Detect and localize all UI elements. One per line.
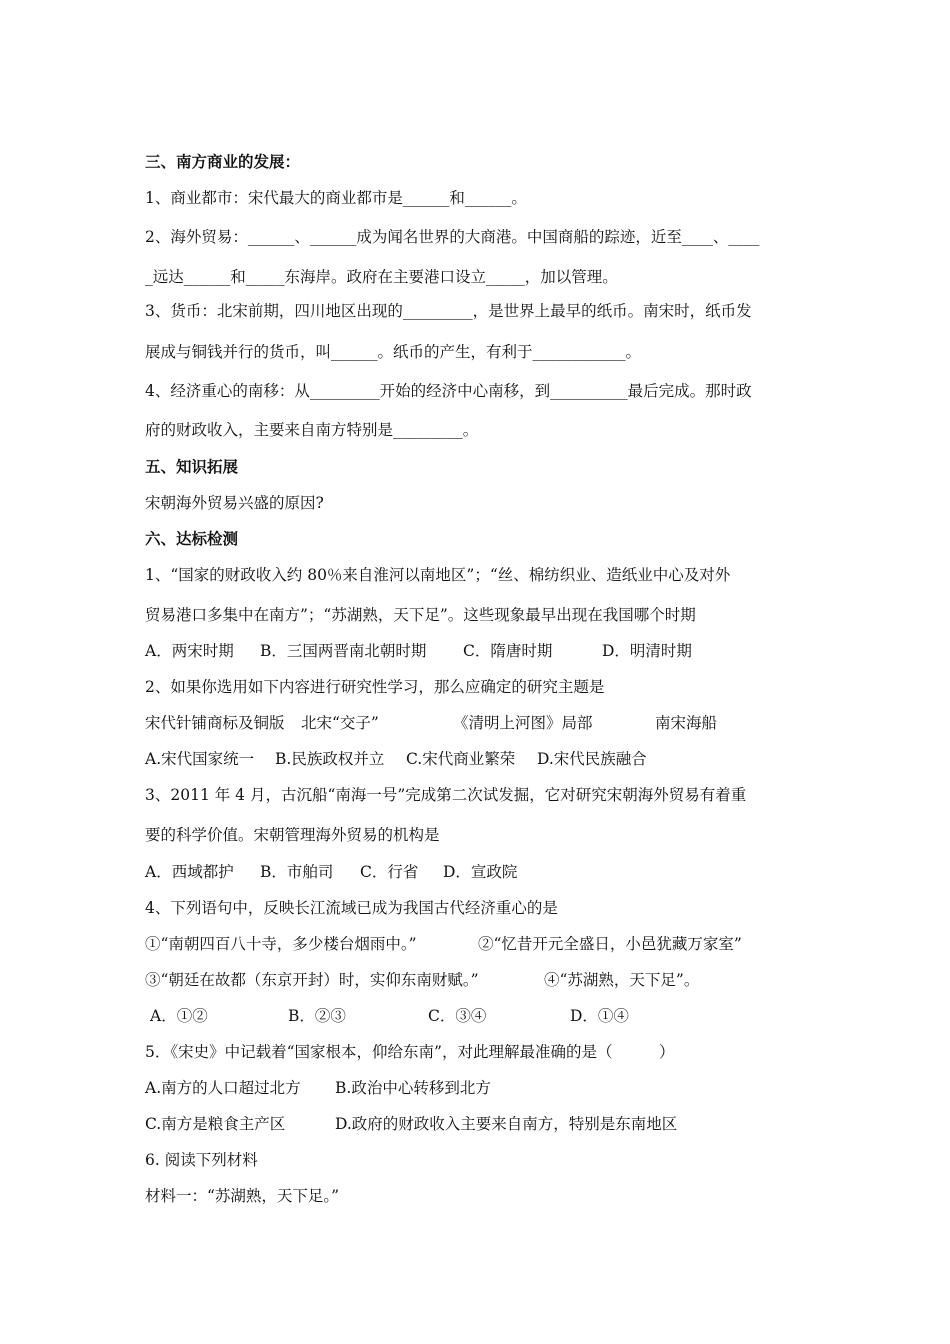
section6-question-6-stem: 6. 阅读下列材料 xyxy=(145,1151,258,1169)
section6-question-3-line1: 3、2011 年 4 月，古沉船“南海一号”完成第二次试发掘，它对研究宋朝海外贸易有着重 xyxy=(145,786,747,804)
section3-question-1: 1、商业都市：宋代最大的商业都市是______和______。 xyxy=(145,189,527,207)
section6-question-5-options-row1 xyxy=(145,1078,825,1098)
option-d: D.宋代民族融合 xyxy=(537,750,647,768)
section6-question-5-options-row2 xyxy=(145,1114,825,1134)
section6-question-4-options xyxy=(150,1006,830,1026)
option-b: B．②③ xyxy=(288,1007,346,1025)
quote-1: ①“南朝四百八十寺，多少楼台烟雨中。” xyxy=(145,935,417,953)
quote-4: ④“苏湖熟，天下足”。 xyxy=(544,971,700,989)
option-b: B．市舶司 xyxy=(260,863,334,881)
section6-question-2-stem: 2、如果你选用如下内容进行研究性学习，那么应确定的研究主题是 xyxy=(145,678,605,696)
section3-heading: 三、南方商业的发展： xyxy=(145,152,301,171)
option-c: C．③④ xyxy=(428,1007,487,1025)
option-b: B.政治中心转移到北方 xyxy=(335,1079,491,1097)
option-d: D．宣政院 xyxy=(443,863,518,881)
option-d: D．明清时期 xyxy=(602,642,692,660)
option-d: D．①④ xyxy=(570,1007,629,1025)
section6-question-2-options xyxy=(145,749,825,769)
section3-question-3-line2: 展成与铜钱并行的货币，叫______。纸币的产生，有利于____________。 xyxy=(145,343,642,361)
section3-question-4-line1: 4、经济重心的南移：从_________开始的经济中心南移，到__________最后完成。那时政 xyxy=(145,382,752,400)
section3-question-2-line1: 2、海外贸易：______、______成为闻名世界的大商港。中国商船的踪迹，近至____、____ xyxy=(145,228,760,246)
section6-question-4-quotes-row1 xyxy=(145,934,825,954)
option-b: B．三国两晋南北朝时期 xyxy=(260,642,427,660)
section3-question-4-line2: 府的财政收入，主要来自南方特别是_________。 xyxy=(145,421,479,439)
section6-question-6-material-1: 材料一：“苏湖熟，天下足。” xyxy=(145,1187,340,1205)
option-a: A．两宋时期 xyxy=(145,642,234,660)
section6-question-1-line2: 贸易港口多集中在南方”；“苏湖熟，天下足”。这些现象最早出现在我国哪个时期 xyxy=(145,606,696,624)
section6-question-3-line2: 要的科学价值。宋朝管理海外贸易的机构是 xyxy=(145,826,440,844)
section6-heading: 六、达标检测 xyxy=(145,529,239,548)
option-c: C．隋唐时期 xyxy=(463,642,553,660)
research-item: 北宋“交子” xyxy=(301,714,379,732)
section6-question-3-options xyxy=(145,862,825,882)
section6-question-4-stem: 4、下列语句中，反映长江流域已成为我国古代经济重心的是 xyxy=(145,899,558,917)
option-a: A.南方的人口超过北方 xyxy=(145,1079,301,1097)
section5-heading: 五、知识拓展 xyxy=(145,457,239,476)
option-a: A.宋代国家统一 xyxy=(145,750,255,768)
section6-question-5-stem: 5．《宋史》中记载着“国家根本，仰给东南”，对此理解最准确的是（ ） xyxy=(145,1043,675,1061)
option-a: A．西域都护 xyxy=(145,863,234,881)
quote-2: ②“忆昔开元全盛日，小邑犹藏万家室” xyxy=(478,935,742,953)
research-item: 宋代针铺商标及铜版 xyxy=(145,714,285,732)
section5-question: 宋朝海外贸易兴盛的原因? xyxy=(145,494,324,512)
quote-3: ③“朝廷在故都（东京开封）时，实仰东南财赋。” xyxy=(145,971,479,989)
research-item: 南宋海船 xyxy=(655,714,718,732)
section6-question-4-quotes-row2 xyxy=(145,970,825,990)
section3-question-3-line1: 3、货币：北宋前期，四川地区出现的_________，是世界上最早的纸币。南宋时，纸币发 xyxy=(145,302,752,320)
option-b: B.民族政权并立 xyxy=(275,750,385,768)
section6-question-2-items xyxy=(145,713,825,733)
research-item: 《清明上河图》局部 xyxy=(453,714,593,732)
section6-question-1-options xyxy=(145,641,825,661)
option-c: C．行省 xyxy=(360,863,419,881)
option-c: C.宋代商业繁荣 xyxy=(406,750,516,768)
section6-question-1-line1: 1、“国家的财政收入约 80％来自淮河以南地区”；“丝、棉纺织业、造纸业中心及对外 xyxy=(145,566,731,584)
option-d: D.政府的财政收入主要来自南方，特别是东南地区 xyxy=(335,1115,678,1133)
option-a: A．①② xyxy=(150,1007,208,1025)
option-c: C.南方是粮食主产区 xyxy=(145,1115,286,1133)
section3-question-2-line2: _远达______和_____东海岸。政府在主要港口设立_____，加以管理。 xyxy=(145,268,618,286)
